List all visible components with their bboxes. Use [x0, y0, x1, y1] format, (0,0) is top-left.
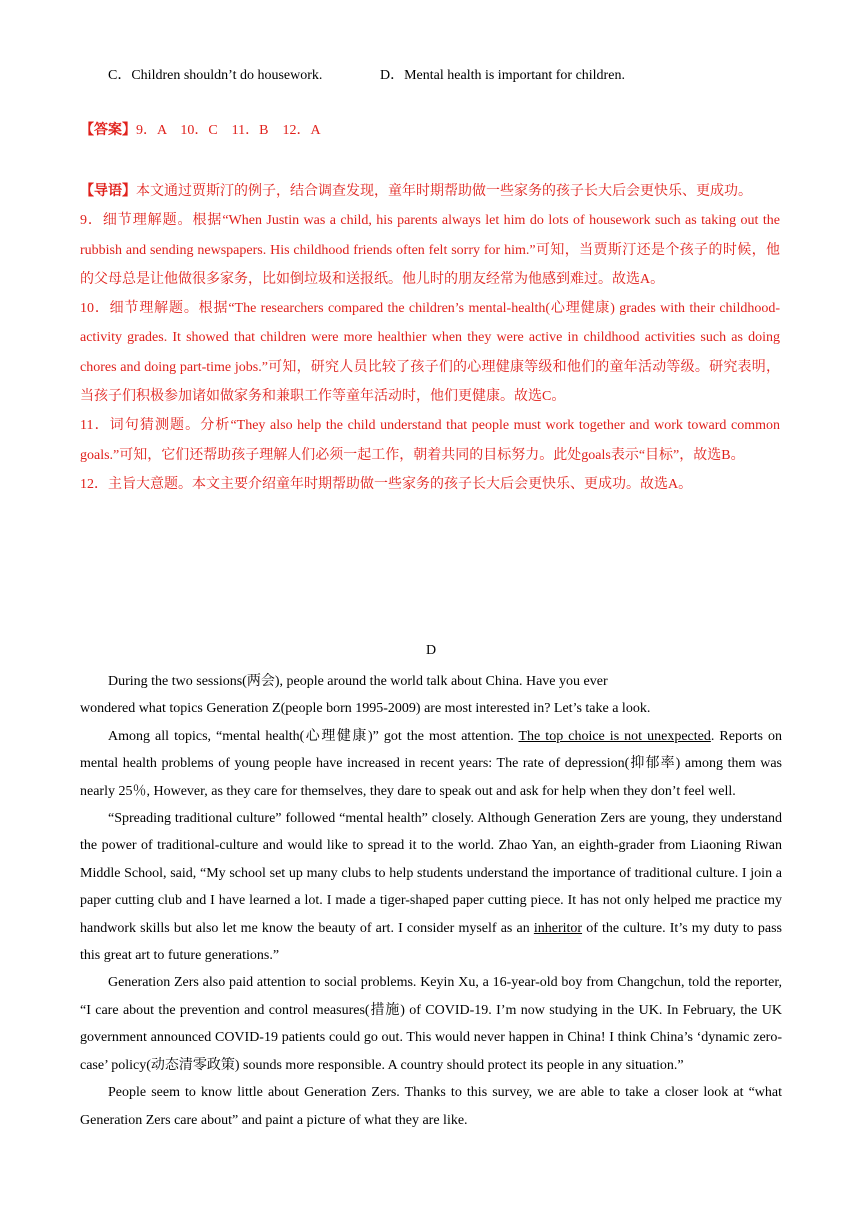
answer-tag: 【答案】	[80, 123, 136, 138]
intro-text: 本文通过贾斯汀的例子，结合调查发现，童年时期帮助做一些家务的孩子长大后会更快乐、更成功。	[136, 184, 752, 199]
analysis-item-9: 9．细节理解题。根据“When Justin was a child, his parents always let him do lots of housework such as taking out the rubbish and sending newspapers. His childhood friends often felt sorry for him.”可知，当贾斯汀还是个孩子的时候，他的父母总是让他做很多家务，比如倒垃圾和送报纸。他儿时的朋友经常为他感到难过。故选A。	[80, 213, 780, 287]
p3-underlined-word: inheritor	[533, 920, 583, 936]
answer-key	[80, 121, 321, 141]
passage-paragraph-3	[80, 805, 782, 969]
p2-underlined-sentence: The top choice is not unexpected	[518, 728, 711, 744]
passage-paragraph-5: People seem to know little about Generation Zers. Thanks to this survey, we are able to take a closer look at “what Generation Zers care about” and paint a picture of what they are like.	[80, 1085, 782, 1128]
analysis-item-12: 12．主旨大意题。本文主要介绍童年时期帮助做一些家务的孩子长大后会更快乐、更成功。故选A。	[80, 476, 693, 492]
analysis-item-11: 11．词句猜测题。分析“They also help the child understand that people must work together and work toward common goals.”可知，它们还帮助孩子理解人们必须一起工作，朝着共同的目标努力。此处goals表示“目标”，故选B。	[80, 418, 780, 463]
passage-paragraph-2	[80, 723, 782, 805]
answer-options-row	[108, 66, 625, 86]
passage-paragraph-1-line-1: During the two sessions(两会), people around the world talk about China. Have you ever	[108, 674, 608, 689]
passage-paragraph-4: Generation Zers also paid attention to social problems. Keyin Xu, a 16-year-old boy from Changchun, told the reporter, “I care about the prevention and control measures(措施) of COVID-19. I’m now studying in the UK. In February, the UK government announced COVID-19 patients could go out. This would never happen in China! I think China’s ‘dynamic zero-case’ policy(动态清零政策) sounds more responsible. A country should protect its people in any situation.”	[80, 975, 782, 1073]
answer-text: 9．A 10．C 11．B 12．A	[136, 123, 321, 138]
analysis-section	[80, 177, 780, 499]
p2-text-before: Among all topics, “mental health(心理健康)” got the most attention.	[108, 728, 519, 744]
p3-text-after: of the culture. It’s my duty to pass this great art to future generations.”	[80, 920, 782, 964]
p2-text-after: . Reports on mental health problems of young people have increased in recent years: The rate of depression(抑郁率) among them was nearly 25％, However, as they care for themselves, they dare to speak out and ask for help when they don’t feel well.	[80, 728, 782, 799]
reading-passage-d	[80, 641, 782, 1134]
intro-tag: 【导语】	[80, 184, 136, 199]
option-c: C．Children shouldn’t do housework.	[108, 68, 323, 83]
passage-paragraph-1-line-2: wondered what topics Generation Z(people born 1995-2009) are most interested in? Let’s take a look.	[80, 701, 651, 717]
option-d: D．Mental health is important for children.	[380, 68, 625, 83]
p3-text-before: “Spreading traditional culture” followed “mental health” closely. Although Generation Zers are young, they understand the power of traditional-culture and would like to spread it to the world. Zhao Yan, an eighth-grader from Liaoning Riwan Middle School, said, “My school set up many clubs to help students understand the importance of traditional culture. I join a paper cutting club and I have learned a lot. I made a tiger-shaped paper cutting piece. It has not only helped me practice my handwork skills but also let me know the beauty of art. I consider myself as an	[80, 811, 782, 936]
passage-heading: D	[425, 643, 437, 658]
analysis-item-10: 10．细节理解题。根据“The researchers compared the children’s mental-health(心理健康) grades with their childhood-activity grades. It showed that children were more healthier when they were active in childhood activities such as doing chores and doing part-time jobs.”可知，研究人员比较了孩子们的心理健康等级和他们的童年活动等级。研究表明，当孩子们积极参加诸如做家务和兼职工作等童年活动时，他们更健康。故选C。	[80, 301, 780, 405]
analysis-intro	[80, 177, 780, 206]
